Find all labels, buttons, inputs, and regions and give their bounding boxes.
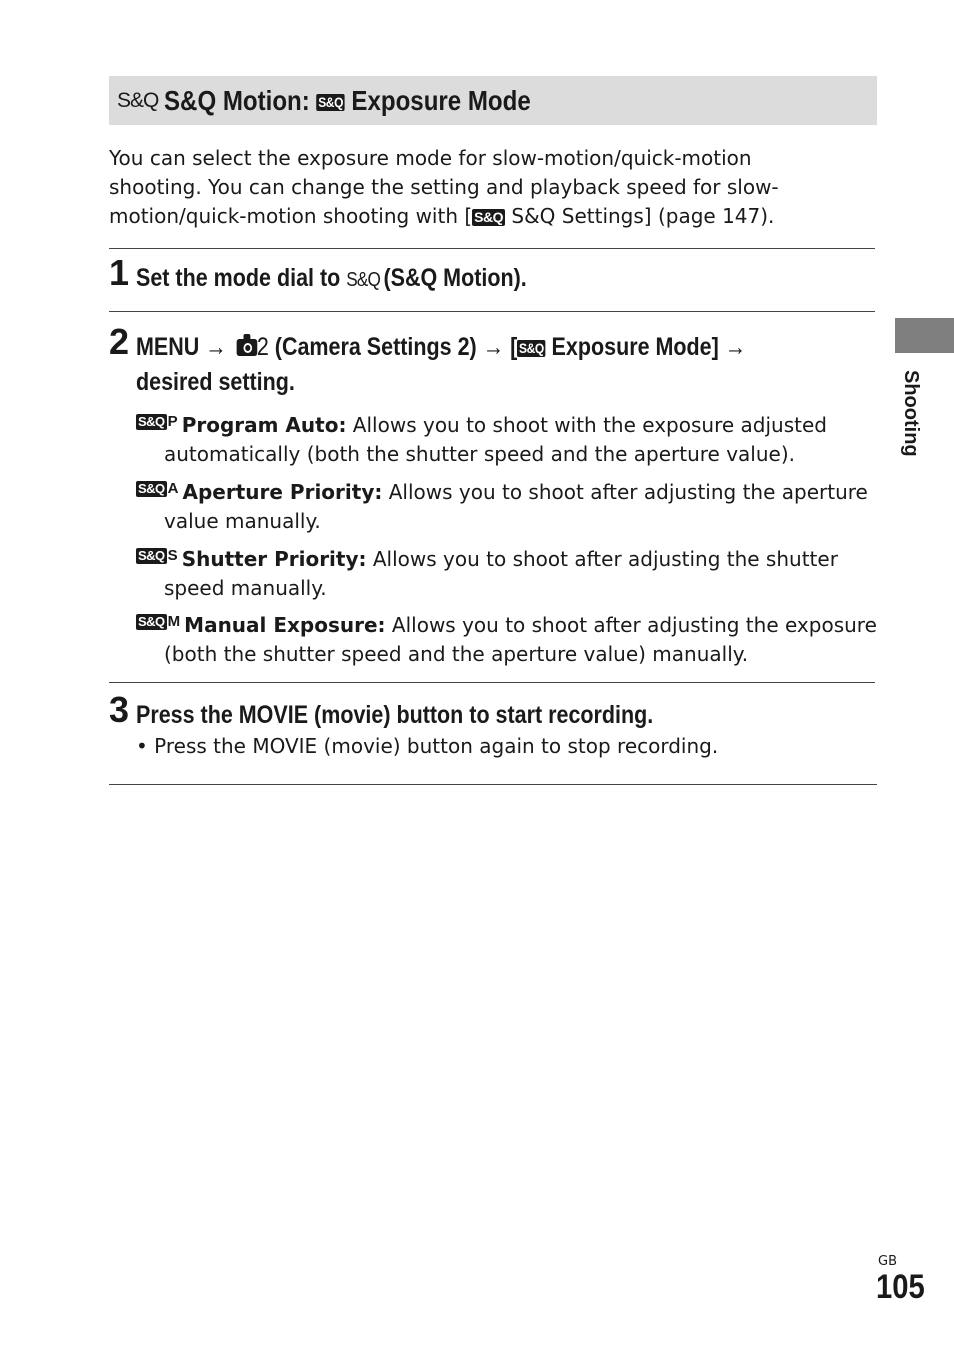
region-code: GB [878, 1254, 897, 1269]
option-name: Program Auto: [181, 413, 347, 437]
exposure-mode-label: Exposure Mode] [551, 333, 719, 361]
sq-icon: S&Q [474, 209, 504, 225]
sq-icon: S&Q [138, 414, 165, 429]
sq-m-icon [136, 607, 180, 636]
arrow-icon: → [482, 333, 505, 361]
camera-settings-number: 2 [256, 333, 269, 361]
step-1-text [136, 260, 527, 298]
menu-label: MENU [136, 333, 200, 361]
option-name: Aperture Priority: [182, 480, 383, 504]
section-tab-marker [895, 318, 954, 353]
option-shutter-priority [136, 541, 894, 603]
step-number-3: 3 [109, 689, 130, 730]
step-1-text-after: (S&Q Motion). [383, 264, 527, 292]
intro-text-after: S&Q Settings] (page 147). [505, 204, 775, 228]
option-description: Allows you to shoot after adjusting the aperture value manually. [164, 480, 868, 533]
sq-icon: S&Q [519, 339, 544, 356]
sq-icon: S&Q [138, 614, 165, 629]
sq-icon: S&Q [138, 481, 165, 496]
mode-letter: A [167, 480, 179, 497]
option-description: Allows you to shoot with the exposure adjusted automatically (both the shutter speed and the aperture value). [164, 413, 827, 466]
step-3-note: • Press the MOVIE (movie) button again to stop recording. [136, 734, 719, 758]
option-aperture-priority [136, 474, 894, 536]
page-number: 105 [876, 1268, 925, 1306]
sq-icon: S&Q [318, 93, 344, 110]
sq-p-icon [136, 407, 178, 436]
divider [109, 682, 875, 683]
option-manual-exposure [136, 607, 894, 669]
page-title [109, 76, 877, 125]
divider [109, 784, 877, 785]
mode-letter: P [167, 413, 178, 430]
step-2-text [136, 329, 746, 365]
intro-paragraph [109, 144, 849, 231]
step-number-1: 1 [109, 252, 130, 293]
divider [109, 248, 875, 249]
step-1-text-before: Set the mode dial to [136, 264, 341, 292]
option-program-auto [136, 407, 894, 469]
step-2-text-line2: desired setting. [136, 368, 295, 396]
arrow-icon: → [724, 333, 747, 361]
arrow-icon: → [205, 333, 227, 361]
divider [109, 311, 875, 312]
sq-icon: S&Q [138, 548, 165, 563]
step-3-text: Press the MOVIE (movie) button to start recording. [136, 701, 654, 729]
option-description: Allows you to shoot after adjusting the shutter speed manually. [164, 547, 838, 600]
sq-mode-icon: S&Q [117, 88, 159, 112]
step-number-2: 2 [109, 321, 130, 362]
bracket-open: [ [510, 333, 518, 361]
camera-settings-label: (Camera Settings 2) [274, 333, 477, 361]
sq-a-icon [136, 474, 179, 503]
page-title-text [164, 85, 531, 117]
intro-text-before: You can select the exposure mode for slow-motion/quick-motion shooting. You can change the setting and playback speed for slow-motion/quick-motion shooting with [ [109, 146, 779, 228]
option-name: Manual Exposure: [184, 613, 386, 637]
option-name: Shutter Priority: [181, 547, 367, 571]
title-text-before: S&Q Motion: [164, 84, 311, 116]
sq-mode-icon: S&Q [346, 269, 381, 291]
section-tab-label: Shooting [900, 370, 922, 457]
camera-icon [236, 339, 257, 356]
mode-letter: S [167, 547, 178, 564]
mode-letter: M [167, 613, 181, 630]
sq-s-icon [136, 541, 178, 570]
title-text-after: Exposure Mode [351, 84, 532, 116]
option-description: Allows you to shoot after adjusting the exposure (both the shutter speed and the aperture value) manually. [164, 613, 877, 666]
